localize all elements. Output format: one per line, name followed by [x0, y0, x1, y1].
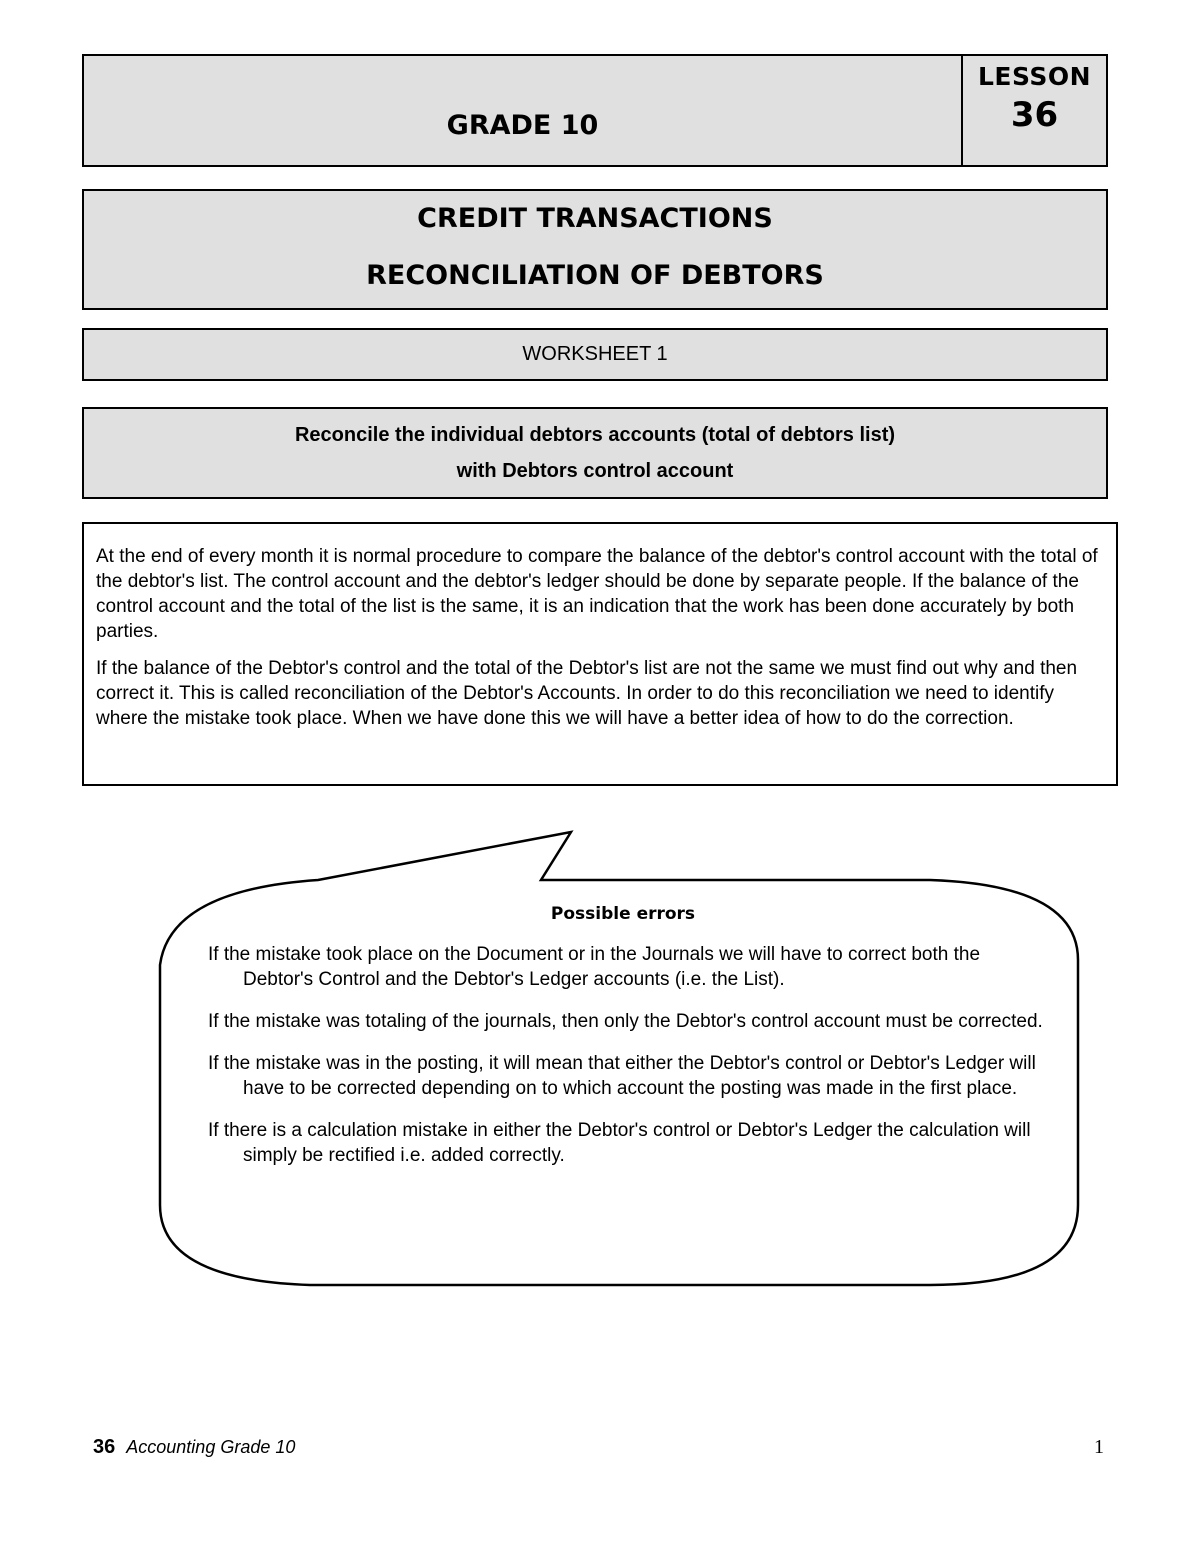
page-number: 1 [1094, 1436, 1104, 1458]
possible-errors-heading: Possible errors [550, 904, 696, 924]
lesson-cell [961, 56, 1106, 165]
lesson-header [82, 54, 1108, 167]
error-item: If the mistake took place on the Document or in the Journals we will have to correct both the Debtor's Control and the Debtor's Ledger accounts (i.e. the List). [208, 944, 981, 990]
footer [93, 1436, 295, 1459]
lesson-number: 36 [1010, 95, 1059, 135]
instruction-line-2: with Debtors control account [456, 460, 734, 482]
topic-title-box [82, 189, 1108, 310]
worksheet-label: WORKSHEET 1 [522, 343, 668, 365]
topic-subtitle: RECONCILIATION OF DEBTORS [366, 260, 824, 291]
error-item: If the mistake was in the posting, it will mean that either the Debtor's control or Debtor's Ledger will have to be corrected depending on to which account the posting was made in the first place. [208, 1053, 1036, 1099]
intro-paragraph: At the end of every month it is normal procedure to compare the balance of the debtor's control account with the total of the debtor's list. The control account and the debtor's ledger should be done by separate people. If the balance of the control account and the total of the list is the same, it is an indication that the work has been done accurately by both parties. [96, 546, 1098, 642]
possible-errors-content [208, 902, 1048, 1185]
grade-title: GRADE 10 [446, 110, 599, 141]
worksheet-label-box [82, 328, 1108, 381]
intro-paragraph: If the balance of the Debtor's control and the total of the Debtor's list are not the same we must find out why and then correct it. This is called reconciliation of the Debtor's Accounts. In order to do this reconciliation we need to identify where the mistake took place. When we have done this we will have a better idea of how to do the correction. [96, 658, 1078, 729]
intro-text-box [82, 522, 1118, 786]
lesson-label: LESSON [977, 62, 1092, 91]
error-item: If the mistake was totaling of the journals, then only the Debtor's control account must be corrected. [208, 1011, 1043, 1032]
footer-book-title: Accounting Grade 10 [126, 1437, 296, 1457]
instruction-box [82, 407, 1108, 499]
error-item: If there is a calculation mistake in either the Debtor's control or Debtor's Ledger the calculation will simply be rectified i.e. added correctly. [208, 1120, 1031, 1166]
topic-title: CREDIT TRANSACTIONS [417, 203, 773, 234]
instruction-line-1: Reconcile the individual debtors accounts (total of debtors list) [294, 424, 896, 446]
footer-lesson-number: 36 [93, 1436, 116, 1458]
